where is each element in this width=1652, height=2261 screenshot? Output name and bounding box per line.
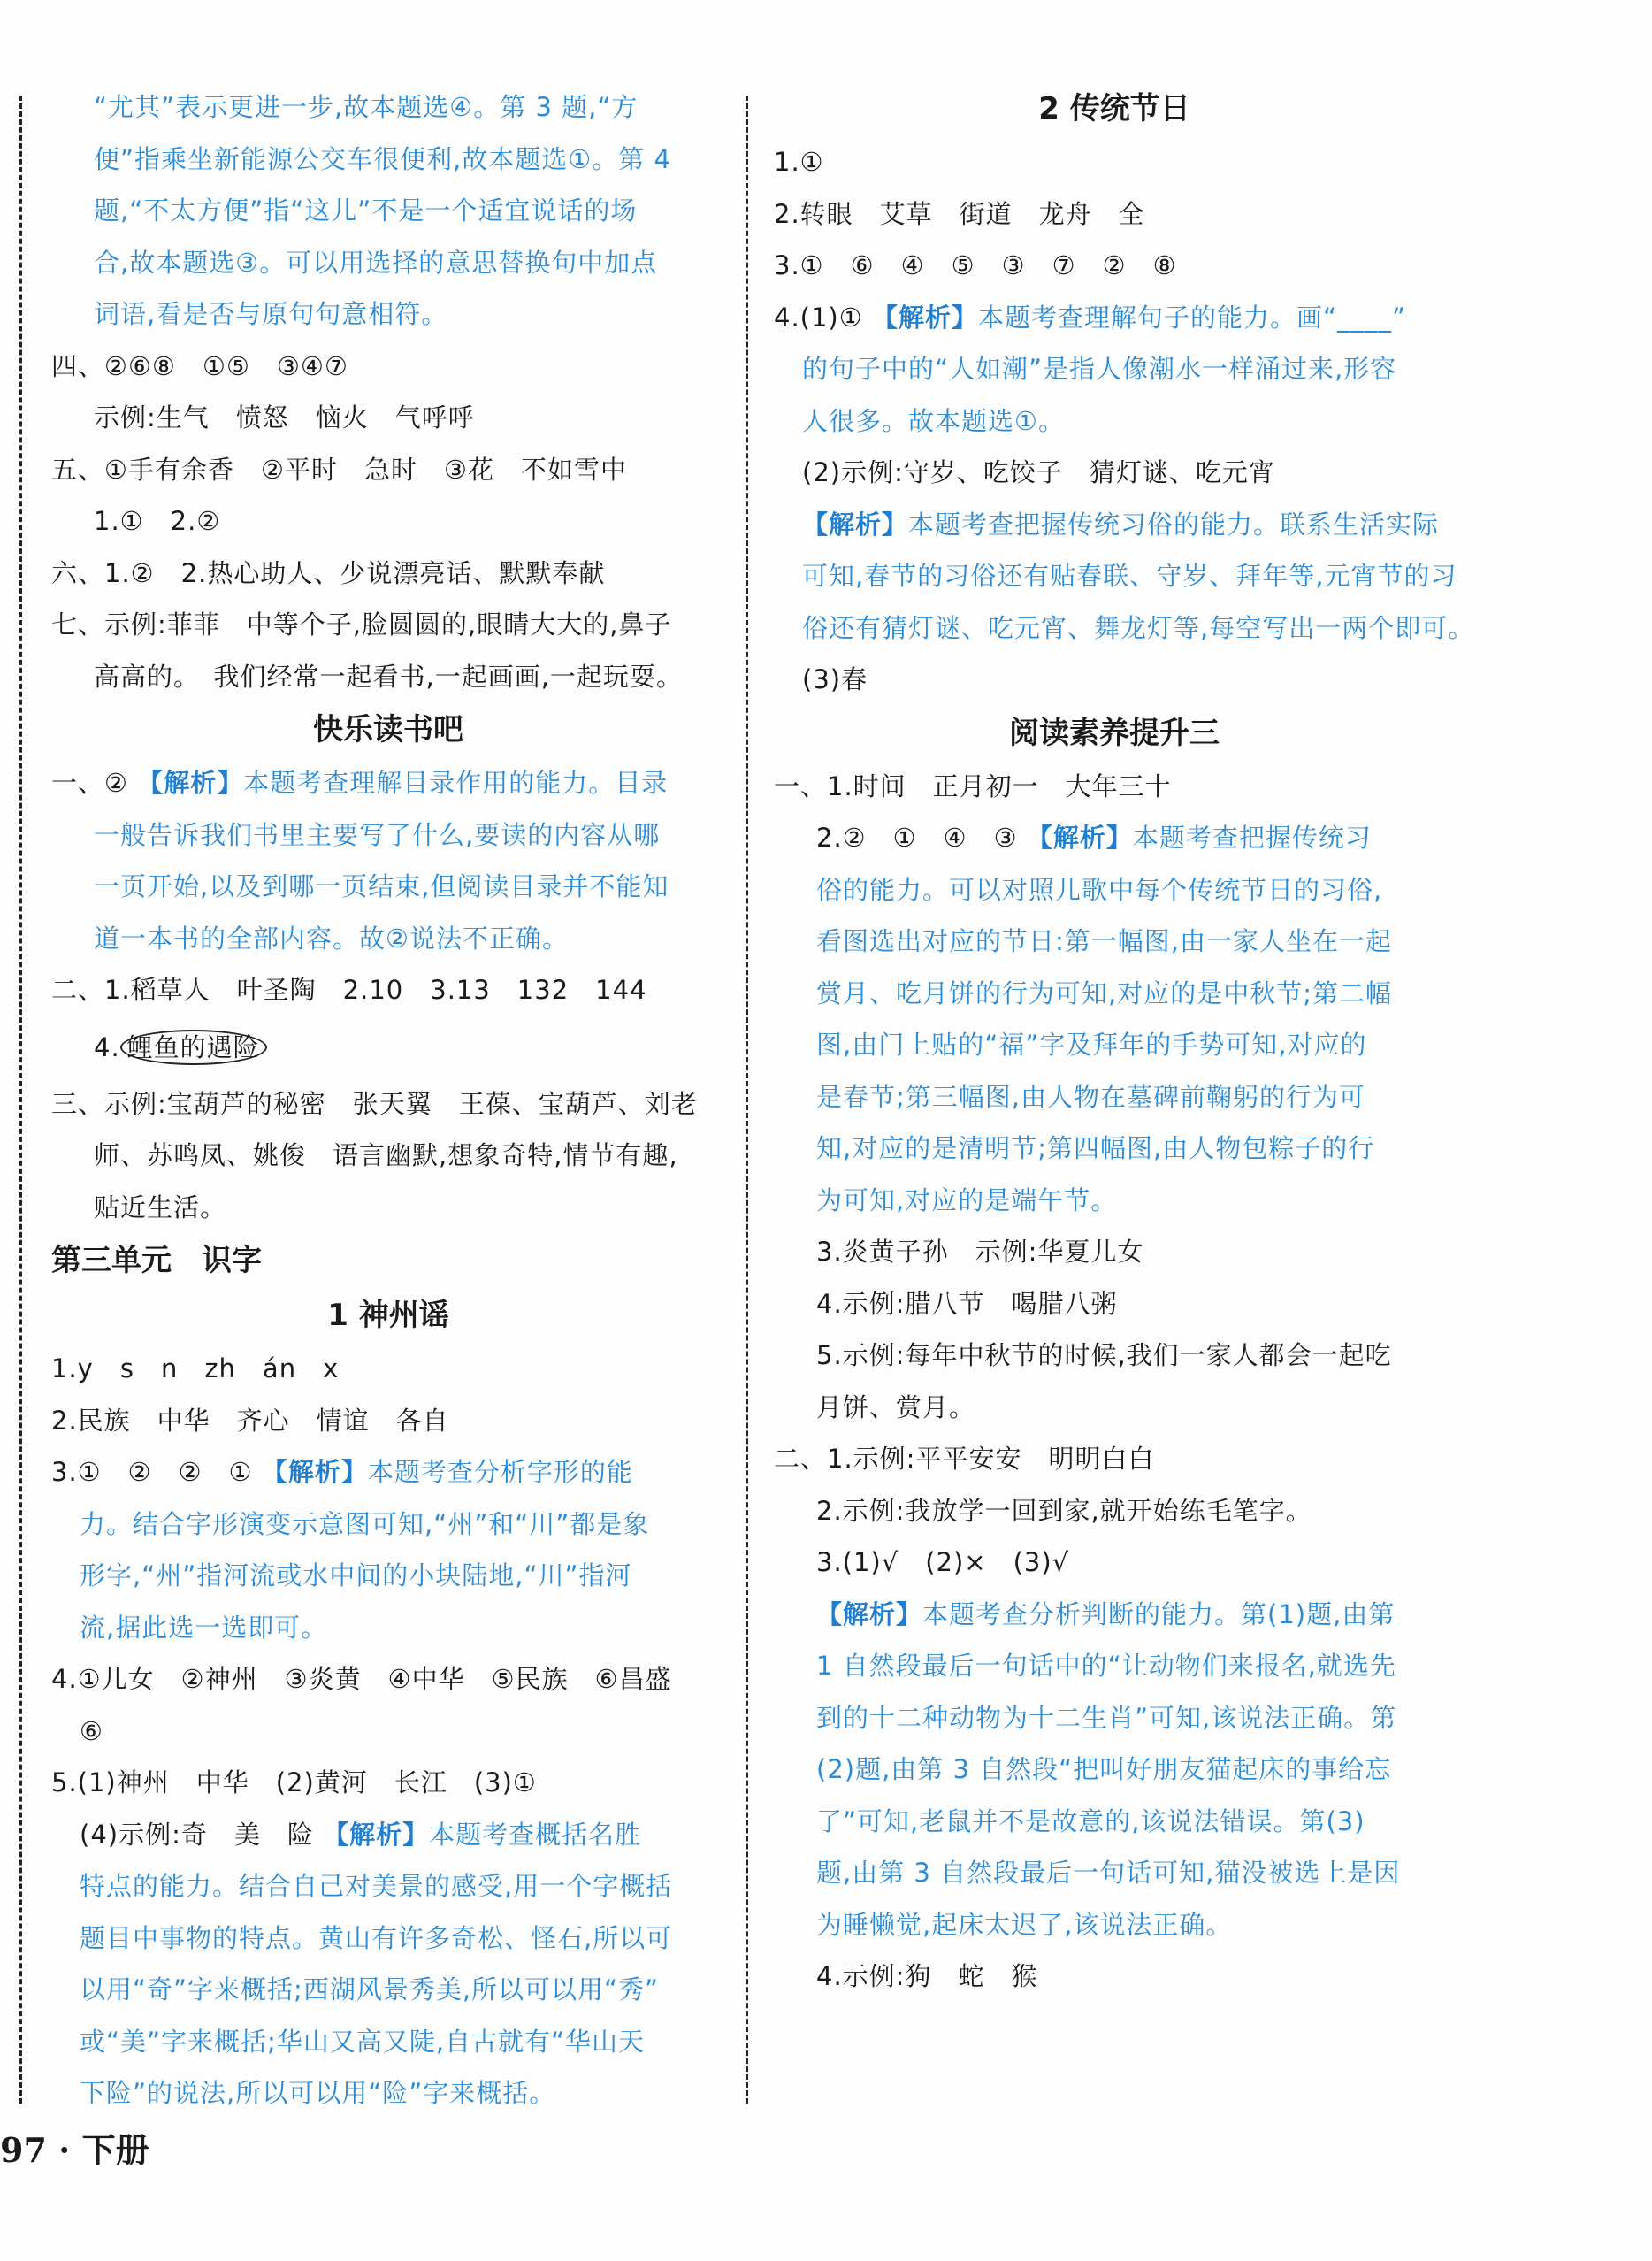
explanation-line: 或“美”字来概括;华山又高又陡,自古就有“华山天 <box>80 2026 646 2057</box>
page-number-footer: 97 · 下册 <box>0 2130 149 2170</box>
column-divider <box>746 96 748 2104</box>
answer-line <box>774 292 1455 344</box>
answer-line <box>51 1446 725 1498</box>
explanation-line: 可知,春节的习俗还有贴春联、守岁、拜年等,元宵节的习 <box>802 561 1457 591</box>
right-column <box>774 81 1475 2003</box>
explanation-line: 下险”的说法,所以可以用“险”字来概括。 <box>80 2078 556 2108</box>
explanation-line: 力。结合字形演变示意图可知,“州”和“川”都是象 <box>80 1508 650 1539</box>
answer-line: 5.(1)神州 中华 (2)黄河 长江 (3)① <box>51 1767 537 1797</box>
answer-line: 3.(1)√ (2)× (3)√ <box>816 1547 1070 1577</box>
answer-prefix: 一、② <box>51 768 128 798</box>
explanation-line: “尤其”表示更进一步,故本题选④。第 3 题,“方 <box>94 92 639 122</box>
explanation-text: 本题考查把握传统习俗的能力。联系生活实际 <box>908 509 1440 540</box>
answer-line: 1.① <box>774 147 824 177</box>
answer-line: ⑥ <box>80 1715 103 1746</box>
answer-line: 示例:生气 愤怒 恼火 气呼呼 <box>94 402 475 433</box>
left-dashed-border <box>19 96 22 2104</box>
section-title-shenzhou-yao: 1 神州谣 <box>327 1298 449 1333</box>
answer-prefix: 4.(1)① <box>774 302 863 333</box>
explanation-line: 人很多。故本题选①。 <box>802 405 1065 436</box>
explanation-line: 流,据此选一选即可。 <box>80 1612 328 1643</box>
answer-line: 1.① 2.② <box>94 506 221 536</box>
analysis-tag: 【解析】 <box>137 768 244 798</box>
explanation-text: 本题考查概括名胜 <box>429 1819 642 1850</box>
explanation-line: 特点的能力。结合自己对美景的感受,用一个字概括 <box>80 1871 673 1901</box>
left-column <box>51 81 725 2119</box>
section-title-kuaile-dushu-ba: 快乐读书吧 <box>313 712 463 747</box>
unit-title: 第三单元 识字 <box>51 1243 262 1278</box>
circled-answer: 鲤鱼的遇险 <box>120 1030 267 1065</box>
explanation-line: 道一本书的全部内容。故②说法不正确。 <box>94 923 569 954</box>
explanation-line: 形字,“州”指河流或水中间的小块陆地,“川”指河 <box>80 1560 632 1590</box>
answer-line: 四、②⑥⑧ ①⑤ ③④⑦ <box>51 350 348 381</box>
answer-line: 师、苏鸣凤、姚俊 语言幽默,想象奇特,情节有趣, <box>94 1140 678 1170</box>
explanation-line: 图,由门上贴的“福”字及拜年的手势可知,对应的 <box>816 1030 1367 1060</box>
explanation-line: 了”可知,老鼠并不是故意的,该说法错误。第(3) <box>816 1805 1365 1836</box>
answer-line <box>51 757 725 809</box>
explanation-line: (2)题,由第 3 自然段“把叫好朋友猫起床的事给忘 <box>816 1754 1392 1784</box>
explanation-line: 题,由第 3 自然段最后一句话可知,猫没被选上是因 <box>816 1858 1401 1888</box>
explanation-line: 为睡懒觉,起床太迟了,该说法正确。 <box>816 1909 1233 1940</box>
explanation-line: 知,对应的是清明节;第四幅图,由人物包粽子的行 <box>816 1133 1375 1163</box>
explanation-text: 本题考查分析字形的能 <box>367 1457 633 1487</box>
answer-line: 5.示例:每年中秋节的时候,我们一家人都会一起吃 <box>816 1340 1392 1370</box>
explanation-line: 俗的能力。可以对照儿歌中每个传统节日的习俗, <box>816 874 1383 905</box>
answer-prefix: 3.① ② ② ① <box>51 1457 253 1487</box>
analysis-tag: 【解析】 <box>323 1819 430 1850</box>
answer-prefix: (4)示例:奇 美 险 <box>80 1819 314 1850</box>
answer-line: 三、示例:宝葫芦的秘密 张天翼 王葆、宝葫芦、刘老 <box>51 1088 698 1119</box>
answer-line: 贴近生活。 <box>94 1192 227 1222</box>
answer-line: 七、示例:菲菲 中等个子,脸圆圆的,眼睛大大的,鼻子 <box>51 609 672 640</box>
answer-line: 六、1.② 2.热心助人、少说漂亮话、默默奉献 <box>51 557 606 588</box>
analysis-tag: 【解析】 <box>871 302 978 333</box>
answer-line: 二、1.示例:平平安安 明明白白 <box>774 1444 1155 1474</box>
answer-line: 月饼、赏月。 <box>816 1391 976 1422</box>
answer-line: 3.① ⑥ ④ ⑤ ③ ⑦ ② ⑧ <box>774 250 1177 280</box>
answer-line: 4.示例:腊八节 喝腊八粥 <box>816 1288 1118 1319</box>
explanation-line: 为可知,对应的是端午节。 <box>816 1184 1118 1215</box>
answer-line: (3)春 <box>802 664 868 694</box>
answer-line <box>774 1589 1455 1641</box>
explanation-text: 本题考查理解目录作用的能力。目录 <box>243 768 669 798</box>
section-title-chuantong-jieri: 2 传统节日 <box>1038 91 1190 126</box>
section-title-yuedu-suyang: 阅读素养提升三 <box>1009 715 1220 751</box>
answer-line: (2)示例:守岁、吃饺子 猜灯谜、吃元宵 <box>802 457 1275 487</box>
answer-line <box>51 1016 725 1078</box>
answer-line <box>51 1809 725 1861</box>
answer-prefix: 2.② ① ④ ③ <box>816 823 1018 853</box>
explanation-line: 一页开始,以及到哪一页结束,但阅读目录并不能知 <box>94 871 669 901</box>
answer-line: 2.示例:我放学一回到家,就开始练毛笔字。 <box>816 1495 1312 1526</box>
answer-line: 高高的。 我们经常一起看书,一起画画,一起玩耍。 <box>94 661 683 692</box>
answer-line: 2.民族 中华 齐心 情谊 各自 <box>51 1405 449 1436</box>
explanation-line: 便”指乘坐新能源公交车很便利,故本题选①。第 4 <box>94 143 671 174</box>
answer-line: 二、1.稻草人 叶圣陶 2.10 3.13 132 144 <box>51 975 647 1005</box>
explanation-line: 以用“奇”字来概括;西湖风景秀美,所以可以用“秀” <box>80 1974 660 2004</box>
answer-line <box>774 812 1455 864</box>
explanation-line: 的句子中的“人如潮”是指人像潮水一样涌过来,形容 <box>802 354 1397 384</box>
answer-line: 3.炎黄子孙 示例:华夏儿女 <box>816 1237 1144 1267</box>
answer-line: 五、①手有余香 ②平时 急时 ③花 不如雪中 <box>51 454 627 485</box>
answer-line: 1.y s n zh án x <box>51 1353 340 1383</box>
explanation-line: 合,故本题选③。可以用选择的意思替换句中加点 <box>94 247 658 278</box>
explanation-text: 本题考查理解句子的能力。画“____” <box>977 302 1407 333</box>
explanation-line: 词语,看是否与原句句意相符。 <box>94 299 448 329</box>
analysis-tag: 【解析】 <box>1026 823 1133 853</box>
explanation-line: 看图选出对应的节日:第一幅图,由一家人坐在一起 <box>816 926 1392 956</box>
answer-line: 2.转眼 艾草 街道 龙舟 全 <box>774 198 1145 229</box>
explanation-line: 是春节;第三幅图,由人物在墓碑前鞠躬的行为可 <box>816 1081 1365 1112</box>
explanation-line: 到的十二种动物为十二生肖”可知,该说法正确。第 <box>816 1702 1397 1733</box>
answer-prefix: 4. <box>94 1031 120 1062</box>
explanation-text: 本题考查把握传统习 <box>1132 823 1372 853</box>
answer-line <box>774 499 1455 551</box>
explanation-line: 1 自然段最后一句话中的“让动物们来报名,就选先 <box>816 1651 1396 1681</box>
explanation-line: 题,“不太方便”指“这儿”不是一个适宜说话的场 <box>94 195 638 226</box>
analysis-tag: 【解析】 <box>816 1598 923 1629</box>
analysis-tag: 【解析】 <box>802 509 909 540</box>
explanation-line: 赏月、吃月饼的行为可知,对应的是中秋节;第二幅 <box>816 977 1392 1008</box>
explanation-text: 本题考查分析判断的能力。第(1)题,由第 <box>922 1598 1396 1629</box>
answer-line: 4.示例:狗 蛇 猴 <box>816 1961 1038 1991</box>
answer-line: 一、1.时间 正月初一 大年三十 <box>774 770 1172 801</box>
explanation-line: 俗还有猜灯谜、吃元宵、舞龙灯等,每空写出一两个即可。 <box>802 612 1475 643</box>
answer-line: 4.①儿女 ②神州 ③炎黄 ④中华 ⑤民族 ⑥昌盛 <box>51 1664 672 1694</box>
explanation-line: 题目中事物的特点。黄山有许多奇松、怪石,所以可 <box>80 1922 673 1953</box>
analysis-tag: 【解析】 <box>261 1457 368 1487</box>
explanation-line: 一般告诉我们书里主要写了什么,要读的内容从哪 <box>94 819 661 850</box>
